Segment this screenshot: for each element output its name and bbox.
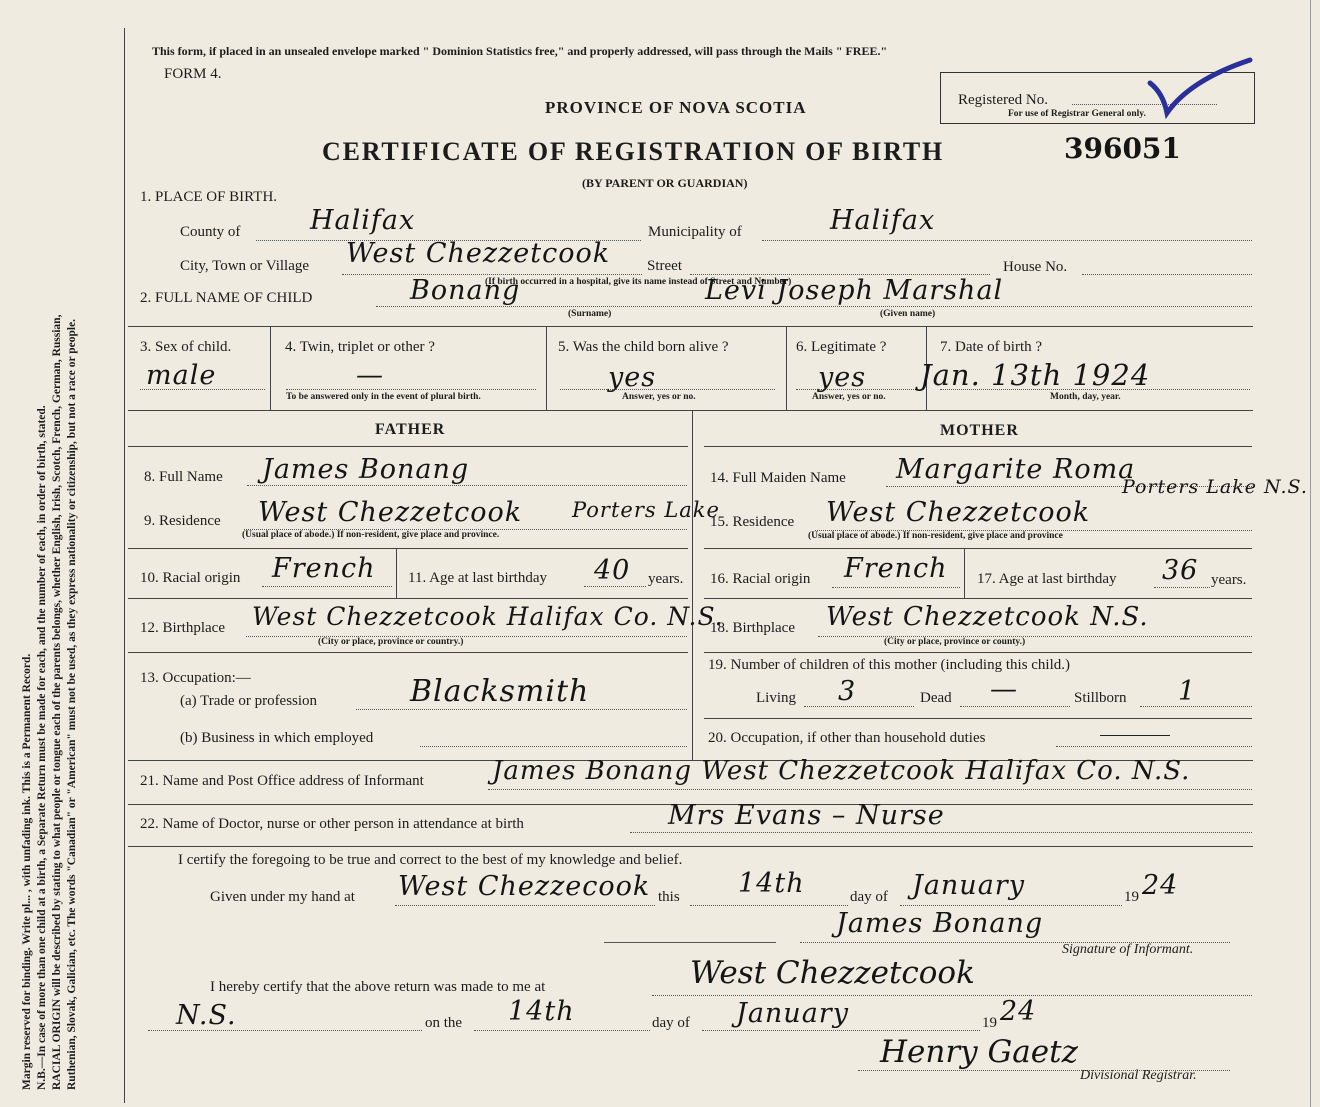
mother-residence-label: 15. Residence [710,514,795,530]
given-place-value: West Chezzecook [398,871,651,902]
surname-caption: (Surname) [568,309,612,319]
father-birthplace-value: West Chezzetcook Halifax Co. N.S. [252,602,724,631]
father-name-value: James Bonang [262,454,470,485]
mother-occupation-label: 20. Occupation, if other than household duties [708,730,986,746]
father-residence-label: 9. Residence [144,513,221,529]
registrar-day-of-label: day of [652,1015,690,1031]
twin-value: — [356,360,384,391]
on-the-label: on the [425,1015,463,1031]
child-surname: Bonang [410,275,521,306]
father-race-label: 10. Racial origin [140,570,241,586]
dob-caption: Month, day, year. [1050,392,1121,402]
father-residence-note: (Usual place of abode.) If non-resident, give place and province. [242,530,500,540]
margin-note-line: RACIAL ORIGIN will be described by stating to what people or tongue each of the parents belongs, whether English, Irish, Scotch, French, German, Russian, [51,314,63,1090]
legitimate-label: 6. Legitimate ? [796,339,887,355]
street-note: (If birth occurred in a hospital, give its name instead of Street and Number) [485,277,792,287]
father-name-label: 8. Full Name [144,469,223,485]
father-years-label: years. [648,571,684,587]
check-mark-icon [1145,55,1255,120]
mother-residence-value: West Chezzetcook [826,497,1091,528]
dob-value: Jan. 13th 1924 [920,358,1151,392]
stillborn-label: Stillborn [1074,690,1127,706]
mother-years-label: years. [1211,572,1247,588]
city-label: City, Town or Village [180,258,310,274]
father-occupation-label: 13. Occupation:— [140,670,251,686]
binding-margin-line [124,28,125,1103]
child-name-label: 2. FULL NAME OF CHILD [140,290,313,306]
city-value: West Chezzetcook [346,238,611,269]
registrar-year-value: 24 [1000,996,1037,1027]
father-age-label: 11. Age at last birthday [408,570,547,586]
born-alive-value: yes [608,362,657,393]
registrar-place-value-2: N.S. [176,1000,237,1031]
place-of-birth-label: 1. PLACE OF BIRTH. [140,189,278,205]
father-residence-value: West Chezzetcook [258,497,523,528]
mother-residence-note: (Usual place of abode.) If non-resident, give place and province [808,531,1063,541]
registered-no-label: Registered No. [958,92,1048,108]
living-label: Living [756,690,796,706]
given-year-prefix: 19 [1124,889,1139,905]
registrar-place-value: West Chezzetcook [690,955,975,991]
mother-birthplace-value: West Chezzetcook N.S. [826,602,1149,632]
given-day-value: 14th [738,868,805,899]
doctor-value: Mrs Evans – Nurse [668,800,945,831]
form-number: FORM 4. [164,66,222,82]
given-name-caption: (Given name) [880,309,936,319]
informant-signature-caption: Signature of Informant. [1062,942,1194,957]
given-under-label: Given under my hand at [210,889,355,905]
mother-residence-extra: Porters Lake N.S. [1122,476,1308,498]
dead-label: Dead [920,690,952,706]
municipality-label: Municipality of [648,224,742,240]
mother-name-label: 14. Full Maiden Name [710,470,846,486]
father-birthplace-note: (City or place, province or country.) [318,637,464,647]
informant-label: 21. Name and Post Office address of Informant [140,773,424,789]
margin-note-line: Ruthenian, Slovak, Galician, etc. The words "Canadian" or "American" must not be used, as they express nationality or citizenship, but not a race or people. [66,318,78,1090]
twin-note: To be answered only in the event of plural birth. [286,392,481,402]
stillborn-value: 1 [1178,676,1197,707]
mail-note: This form, if placed in an unsealed envelope marked " Dominion Statistics free," and properly addressed, will pass through the Mails " FREE." [152,44,888,58]
street-label: Street [647,258,682,274]
registrar-caption: Divisional Registrar. [1080,1068,1197,1083]
father-birthplace-label: 12. Birthplace [140,620,225,636]
certify-statement: I certify the foregoing to be true and correct to the best of my knowledge and belief. [178,852,683,868]
father-age-value: 40 [594,555,631,586]
given-day-of-label: day of [850,889,888,905]
mother-age-value: 36 [1162,555,1199,586]
doctor-label: 22. Name of Doctor, nurse or other person in attendance at birth [140,816,524,832]
registrar-note: For use of Registrar General only. [1008,109,1146,119]
county-label: County of [180,224,241,240]
municipality-value: Halifax [830,205,936,236]
born-alive-caption: Answer, yes or no. [622,392,696,402]
father-residence-extra: Porters Lake [572,498,720,522]
margin-note [20,30,120,1090]
living-value: 3 [838,676,857,707]
dead-value: — [990,674,1018,705]
sex-value: male [146,360,217,391]
mother-birthplace-note: (City or place, province or county.) [884,637,1026,647]
margin-note-line: Margin reserved for binding. Write pl... , with unfading ink. This is a Permanent Record. [21,653,33,1090]
given-year-value: 24 [1142,870,1179,901]
registration-number: 396051 [1064,132,1181,165]
mother-heading: MOTHER [940,422,1019,439]
province-title: PROVINCE OF NOVA SCOTIA [545,98,807,117]
children-count-label: 19. Number of children of this mother (including this child.) [708,657,1071,673]
page-title: CERTIFICATE OF REGISTRATION OF BIRTH [322,137,945,166]
registrar-day-value: 14th [508,996,575,1027]
father-business-label: (b) Business in which employed [180,730,374,746]
informant-value: James Bonang West Chezzetcook Halifax Co. N.S. [492,756,1191,786]
house-no-label: House No. [1003,259,1068,275]
mother-age-label: 17. Age at last birthday [977,571,1117,587]
child-given-name: Levi Joseph Marshal [705,275,1004,306]
registrar-year-prefix: 19 [982,1015,997,1031]
mother-race-value: French [844,553,948,584]
mother-birthplace-label: 18. Birthplace [710,620,795,636]
dob-label: 7. Date of birth ? [940,339,1043,355]
county-value: Halifax [310,205,416,236]
legitimate-caption: Answer, yes or no. [812,392,886,402]
father-trade-value: Blacksmith [410,674,590,709]
margin-note-line: N.B.—In case of more than one child at a birth, a Separate Return must be made for each, and the number of each, in order of birth, stated. [36,405,48,1090]
registrar-statement: I hereby certify that the above return was made to me at [210,979,546,995]
registrar-month-value: January [736,998,849,1029]
twin-label: 4. Twin, triplet or other ? [285,339,435,355]
informant-signature: James Bonang [836,908,1044,939]
father-trade-label: (a) Trade or profession [180,693,318,709]
registrar-signature: Henry Gaetz [880,1034,1078,1070]
born-alive-label: 5. Was the child born alive ? [558,339,729,355]
mother-name-value: Margarite Roma [896,454,1136,485]
father-heading: FATHER [375,421,446,438]
given-month-value: January [912,870,1025,901]
legitimate-value: yes [818,362,867,393]
mother-race-label: 16. Racial origin [710,571,811,587]
this-label: this [658,889,680,905]
sex-label: 3. Sex of child. [140,339,232,355]
right-edge [1310,0,1311,1107]
page-subtitle: (BY PARENT OR GUARDIAN) [582,176,748,190]
father-race-value: French [272,553,376,584]
